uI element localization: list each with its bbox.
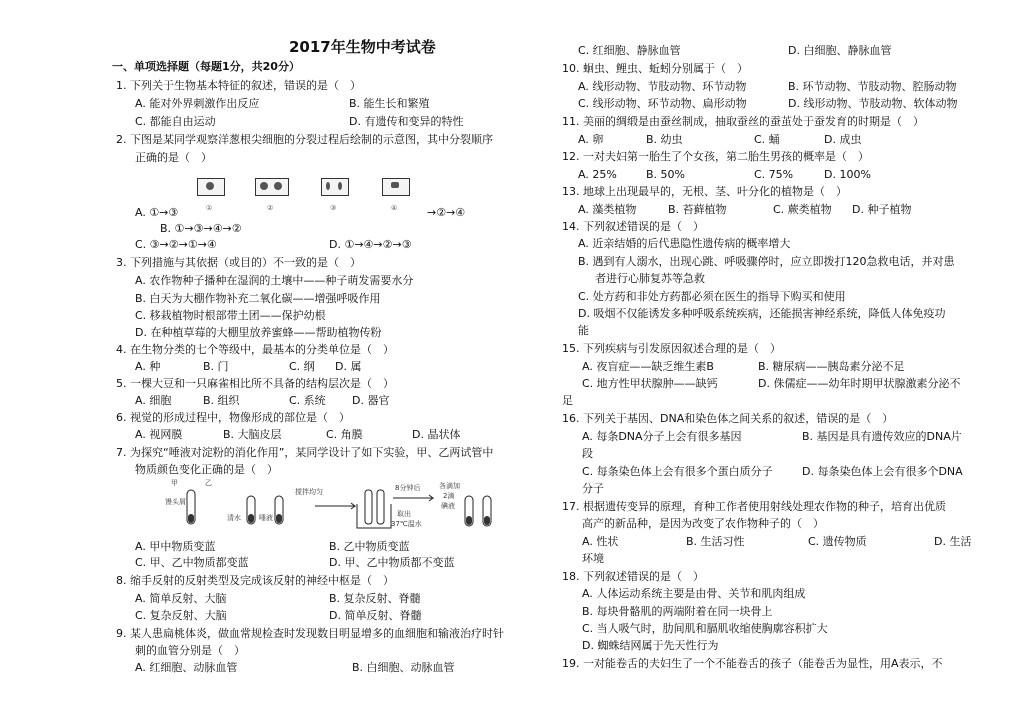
label-8min: 8分钟后 bbox=[395, 484, 421, 492]
q15-option-d-line1: D. 侏儒症——幼年时期甲状腺激素分泌不 bbox=[758, 377, 961, 390]
q14-option-b-line1: B. 遇到有人溺水，出现心跳、呼吸骤停时，应立即拨打120急救电话，并对患 bbox=[578, 255, 955, 268]
q18-option-c: C. 当人吸气时，肋间肌和膈肌收缩使胸廓容积扩大 bbox=[582, 622, 828, 635]
q2-option-c: C. ③→②→①→④ bbox=[135, 238, 217, 251]
q6-option-b: B. 大脑皮层 bbox=[223, 428, 282, 441]
q4-option-d: D. 属 bbox=[335, 360, 362, 373]
q3-option-c: C. 移栽植物时根部带土团——保护幼根 bbox=[135, 309, 326, 322]
label-add-each: 各滴加 bbox=[439, 482, 460, 490]
q13-option-a: A. 藻类植物 bbox=[578, 203, 637, 216]
q10-option-c: C. 线形动物、环节动物、扁形动物 bbox=[578, 97, 747, 110]
question-14-stem: 14. 下列叙述错误的是（ ） bbox=[562, 220, 704, 233]
q12-option-c: C. 75% bbox=[754, 168, 794, 181]
q13-option-b: B. 苔藓植物 bbox=[668, 203, 727, 216]
label-iodine: 碘液 bbox=[441, 502, 455, 510]
q10-option-a: A. 线形动物、节肢动物、环节动物 bbox=[578, 80, 747, 93]
question-17-stem-line2: 高产的新品种，是因为改变了农作物种子的（ ） bbox=[582, 517, 824, 530]
question-19-stem: 19. 一对能卷舌的夫妇生了一个不能卷舌的孩子（能卷舌为显性，用A表示，不 bbox=[562, 657, 943, 670]
digestion-experiment-figure bbox=[165, 476, 505, 532]
question-2-stem-line2: 正确的是（ ） bbox=[135, 151, 212, 164]
q10-option-d: D. 线形动物、节肢动物、软体动物 bbox=[788, 97, 958, 110]
q1-option-d: D. 有遗传和变异的特性 bbox=[349, 115, 464, 128]
q9-option-d: D. 白细胞、静脉血管 bbox=[788, 44, 892, 57]
q6-option-a: A. 视网膜 bbox=[135, 428, 183, 441]
q11-option-d: D. 成虫 bbox=[824, 133, 862, 146]
q15-option-a: A. 夜盲症——缺乏维生素B bbox=[582, 360, 714, 373]
cell-diagram-4 bbox=[382, 178, 410, 196]
q8-option-c: C. 复杂反射、大脑 bbox=[135, 609, 227, 622]
q14-option-d-line1: D. 吸烟不仅能诱发多种呼吸系统疾病，还能损害神经系统，降低人体免疫功 bbox=[578, 307, 946, 320]
q10-option-b: B. 环节动物、节肢动物、腔肠动物 bbox=[788, 80, 957, 93]
q14-option-d-line2: 能 bbox=[578, 324, 589, 337]
q16-option-c: C. 每条染色体上会有很多个蛋白质分子 bbox=[582, 465, 773, 478]
q11-option-b: B. 幼虫 bbox=[646, 133, 683, 146]
q18-option-b: B. 每块骨骼肌的两端附着在同一块骨上 bbox=[582, 605, 773, 618]
q2-option-d: D. ①→④→②→③ bbox=[329, 238, 412, 251]
question-11-stem: 11. 美丽的绸缎是由蚕丝制成，抽取蚕丝的蚕茧处于蚕发育的时期是（ ） bbox=[562, 115, 924, 128]
label-warm-water: 37℃温水 bbox=[391, 520, 422, 528]
q1-option-c: C. 都能自由运动 bbox=[135, 115, 216, 128]
question-8-stem: 8. 缩手反射的反射类型及完成该反射的神经中枢是（ ） bbox=[116, 574, 394, 587]
question-18-stem: 18. 下列叙述错误的是（ ） bbox=[562, 570, 704, 583]
q13-option-c: C. 蕨类植物 bbox=[773, 203, 832, 216]
q17-option-c: C. 遗传物质 bbox=[808, 535, 867, 548]
question-3-stem: 3. 下列措施与其依据（或目的）不一致的是（ ） bbox=[116, 256, 361, 269]
q16-option-b-line1: B. 基因是具有遗传效应的DNA片 bbox=[802, 430, 962, 443]
question-10-stem: 10. 蛔虫、鲤虫、蚯蚓分别属于（ ） bbox=[562, 62, 748, 75]
q17-option-a: A. 性状 bbox=[582, 535, 619, 548]
label-water: 清水 bbox=[227, 514, 241, 522]
question-17-stem-line1: 17. 根据遗传变异的原理，育种工作者使用射线处理农作物的种子，培育出优质 bbox=[562, 500, 946, 513]
question-12-stem: 12. 一对夫妇第一胎生了个女孩，第二胎生男孩的概率是（ ） bbox=[562, 150, 869, 163]
tube-label-yi: 乙 bbox=[205, 479, 212, 487]
q14-option-a: A. 近亲结婚的后代患隐性遗传病的概率增大 bbox=[578, 237, 791, 250]
q2-option-a: A. ①→③ bbox=[135, 206, 179, 219]
figure-label-1: ① bbox=[206, 204, 213, 212]
question-9-stem-line1: 9. 某人患扁桃体炎，做血常规检查时发现数目明显增多的血细胞和输液治疗时针 bbox=[116, 627, 504, 640]
q4-option-b: B. 门 bbox=[203, 360, 229, 373]
q12-option-d: D. 100% bbox=[824, 168, 871, 181]
q3-option-a: A. 农作物种子播种在湿润的土壤中——种子萌发需要水分 bbox=[135, 274, 414, 287]
question-16-stem: 16. 下列关于基因、DNA和染色体之间关系的叙述，错误的是（ ） bbox=[562, 412, 894, 425]
q18-option-d: D. 蜘蛛结网属于先天性行为 bbox=[582, 639, 719, 652]
q7-option-a: A. 甲中物质变蓝 bbox=[135, 540, 216, 553]
q7-option-b: B. 乙中物质变蓝 bbox=[329, 540, 410, 553]
question-2-stem-line1: 2. 下图是某同学观察洋葱根尖细胞的分裂过程后绘制的示意图，其中分裂顺序 bbox=[116, 133, 493, 146]
q8-option-a: A. 简单反射、大脑 bbox=[135, 592, 227, 605]
figure-label-2: ② bbox=[267, 204, 274, 212]
figure-label-3: ③ bbox=[330, 204, 337, 212]
q15-option-c: C. 地方性甲状腺肿——缺钙 bbox=[582, 377, 718, 390]
figure-label-4: ④ bbox=[391, 204, 398, 212]
q16-option-d-line1: D. 每条染色体上会有很多个DNA bbox=[802, 465, 963, 478]
label-two-drops: 2滴 bbox=[443, 492, 455, 500]
q15-option-b: B. 糖尿病——胰岛素分泌不足 bbox=[758, 360, 905, 373]
label-stir: 搅拌均匀 bbox=[295, 488, 323, 496]
q9-option-a: A. 红细胞、动脉血管 bbox=[135, 661, 238, 674]
cell-division-figure bbox=[197, 178, 427, 214]
question-5-stem: 5. 一棵大豆和一只麻雀相比所不具备的结构层次是（ ） bbox=[116, 377, 394, 390]
q4-option-c: C. 纲 bbox=[289, 360, 315, 373]
q9-option-c: C. 红细胞、静脉血管 bbox=[578, 44, 681, 57]
q8-option-b: B. 复杂反射、脊髓 bbox=[329, 592, 421, 605]
q17-option-d-line1: D. 生活 bbox=[934, 535, 972, 548]
q1-option-a: A. 能对外界刺激作出反应 bbox=[135, 97, 260, 110]
q3-option-b: B. 白天为大棚作物补充二氧化碳——增强呼吸作用 bbox=[135, 292, 381, 305]
q15-option-d-line2: 足 bbox=[562, 394, 573, 407]
q11-option-c: C. 蛹 bbox=[754, 133, 780, 146]
q13-option-d: D. 种子植物 bbox=[852, 203, 912, 216]
q5-option-a: A. 细胞 bbox=[135, 394, 172, 407]
q6-option-c: C. 角膜 bbox=[326, 428, 363, 441]
q14-option-b-line2: 者进行心肺复苏等急救 bbox=[595, 272, 705, 285]
question-13-stem: 13. 地球上出现最早的，无根、茎、叶分化的植物是（ ） bbox=[562, 185, 847, 198]
q4-option-a: A. 种 bbox=[135, 360, 161, 373]
label-mantou: 馒头屑 bbox=[165, 498, 186, 506]
cell-diagram-3 bbox=[321, 178, 349, 196]
tube-label-jia: 甲 bbox=[171, 479, 178, 487]
cell-diagram-2 bbox=[255, 178, 289, 196]
q3-option-d: D. 在种植草莓的大棚里放养蜜蜂——帮助植物传粉 bbox=[135, 326, 382, 339]
section-heading: 一、单项选择题（每题1分，共20分） bbox=[112, 60, 300, 73]
label-take-out: 取出 bbox=[397, 510, 411, 518]
q5-option-d: D. 器官 bbox=[352, 394, 390, 407]
q5-option-c: C. 系统 bbox=[289, 394, 326, 407]
question-15-stem: 15. 下列疾病与引发原因叙述合理的是（ ） bbox=[562, 342, 781, 355]
q9-option-b: B. 白细胞、动脉血管 bbox=[352, 661, 455, 674]
cell-diagram-1 bbox=[197, 178, 225, 196]
q16-option-d-line2: 分子 bbox=[582, 482, 604, 495]
q14-option-c: C. 处方药和非处方药都必须在医生的指导下购买和使用 bbox=[578, 290, 846, 303]
page-title: 2017年生物中考试卷 bbox=[289, 38, 436, 56]
label-saliva: 唾液 bbox=[259, 514, 273, 522]
q2-option-b: B. ①→③→④→② bbox=[160, 222, 242, 235]
q7-option-c: C. 甲、乙中物质都变蓝 bbox=[135, 556, 249, 569]
question-4-stem: 4. 在生物分类的七个等级中，最基本的分类单位是（ ） bbox=[116, 343, 394, 356]
q17-option-d-line2: 环境 bbox=[582, 552, 604, 565]
q1-option-b: B. 能生长和繁殖 bbox=[349, 97, 430, 110]
q16-option-b-line2: 段 bbox=[582, 447, 593, 460]
q2-option-a-continued: →②→④ bbox=[427, 206, 466, 219]
q6-option-d: D. 晶状体 bbox=[412, 428, 461, 441]
question-1-stem: 1. 下列关于生物基本特征的叙述，错误的是（ ） bbox=[116, 79, 361, 92]
question-6-stem: 6. 视觉的形成过程中，物像形成的部位是（ ） bbox=[116, 411, 350, 424]
q7-option-d: D. 甲、乙中物质都不变蓝 bbox=[329, 556, 455, 569]
q5-option-b: B. 组织 bbox=[203, 394, 240, 407]
q17-option-b: B. 生活习性 bbox=[686, 535, 745, 548]
question-7-stem-line1: 7. 为探究“唾液对淀粉的消化作用”，某同学设计了如下实验，甲、乙两试管中 bbox=[116, 446, 494, 459]
q11-option-a: A. 卵 bbox=[578, 133, 604, 146]
q16-option-a: A. 每条DNA分子上会有很多基因 bbox=[582, 430, 742, 443]
q18-option-a: A. 人体运动系统主要是由骨、关节和肌肉组成 bbox=[582, 587, 806, 600]
q8-option-d: D. 简单反射、脊髓 bbox=[329, 609, 422, 622]
q12-option-a: A. 25% bbox=[578, 168, 617, 181]
question-9-stem-line2: 刺的血管分别是（ ） bbox=[135, 644, 245, 657]
q12-option-b: B. 50% bbox=[646, 168, 685, 181]
question-7-stem-line2: 物质颜色变化正确的是（ ） bbox=[135, 463, 278, 476]
